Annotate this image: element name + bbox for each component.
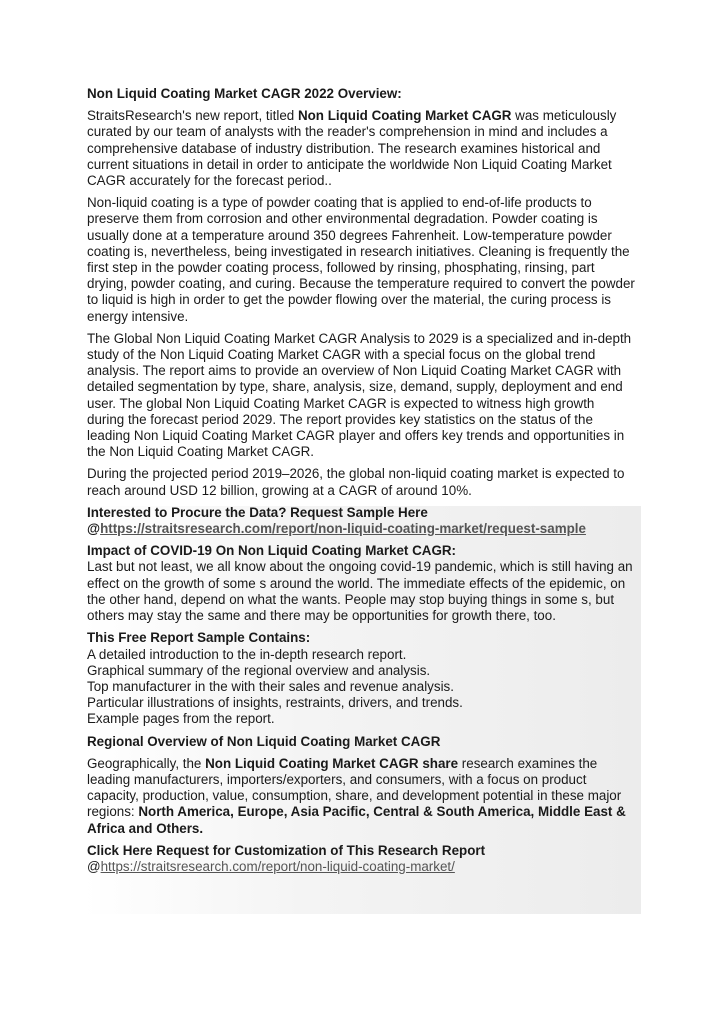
list-item: Top manufacturer in the with their sales and revenue analysis. xyxy=(87,678,454,694)
list-item: Example pages from the report. xyxy=(87,711,275,727)
regional-regions: North America, Europe, Asia Pacific, Central & South America, Middle East & Africa and Others. xyxy=(87,804,626,836)
customization-at: @ xyxy=(87,858,101,874)
sample-request-block xyxy=(87,505,635,537)
overview-paragraph-4: During the projected period 2019–2026, the global non-liquid coating market is expected to reach around USD 12 billion, growing at a CAGR of around 10%. xyxy=(87,466,625,498)
covid-block xyxy=(87,543,635,624)
customization-block xyxy=(87,843,635,875)
overview-p1-rest: was meticulously curated by our team of analysts with the reader's comprehension in mind and includes a comprehensive database of industry distribution. The research examines historical and current situations in detail in order to anticipate the worldwide Non Liquid Coating Market CAGR accurately for the forecast period.. xyxy=(87,108,617,189)
sample-request-label: Interested to Procure the Data? Request Sample Here xyxy=(87,504,428,520)
overview-p1-intro: StraitsResearch's new report, titled xyxy=(87,108,298,124)
regional-title: Regional Overview of Non Liquid Coating Market CAGR xyxy=(87,733,441,749)
overview-p1-report-name: Non Liquid Coating Market CAGR xyxy=(297,108,512,124)
covid-body: Last but not least, we all know about the ongoing covid-19 pandemic, which is still having an effect on the growth of some s around the world. The immediate effects of the epidemic, on the other hand, depend on what the wants. People may stop buying things in some s, but others may stay the same and there may be opportunities for growth there, too. xyxy=(87,559,633,624)
document-body xyxy=(87,86,635,881)
regional-paragraph xyxy=(87,756,635,837)
list-item: A detailed introduction to the in-depth research report. xyxy=(87,646,407,662)
overview-paragraph-3: The Global Non Liquid Coating Market CAGR Analysis to 2029 is a specialized and in-depth study of the Non Liquid Coating Market CAGR with a special focus on the global trend analysis. The report aims to provide an overview of Non Liquid Coating Market CAGR with detailed segmentation by type, share, analysis, size, demand, supply, deployment and end user. The global Non Liquid Coating Market CAGR is expected to witness high growth during the forecast period 2029. The report provides key statistics on the status of the leading Non Liquid Coating Market CAGR player and offers key trends and opportunities in the Non Liquid Coating Market CAGR. xyxy=(87,330,632,460)
regional-report-name: Non Liquid Coating Market CAGR share xyxy=(205,755,459,771)
sample-contents-block xyxy=(87,630,635,727)
customization-label: Click Here Request for Customization of This Research Report xyxy=(87,842,486,858)
sample-contents-title: This Free Report Sample Contains: xyxy=(87,630,311,646)
sample-request-link[interactable]: https://straitsresearch.com/report/non-liquid-coating-market/request-sample xyxy=(100,521,586,537)
list-item: Graphical summary of the regional overview and analysis. xyxy=(87,662,431,678)
list-item: Particular illustrations of insights, restraints, drivers, and trends. xyxy=(87,695,463,711)
overview-title: Non Liquid Coating Market CAGR 2022 Overview: xyxy=(87,86,402,101)
overview-paragraph-2: Non-liquid coating is a type of powder coating that is applied to end-of-life products to preserve them from corrosion and other environmental degradation. Powder coating is usually done at a temperature around 350 degrees Fahrenheit. Low-temperature powder coating is, nevertheless, being investigated in research initiatives. Cleaning is frequently the first step in the powder coating process, followed by rinsing, phosphating, rinsing, part drying, powder coating, and curing. Because the temperature required to convert the powder to liquid is high in order to get the powder flowing over the material, the curing process is energy intensive. xyxy=(87,195,635,324)
covid-title: Impact of COVID-19 On Non Liquid Coating Market CAGR: xyxy=(87,543,456,559)
customization-link[interactable]: https://straitsresearch.com/report/non-liquid-coating-market/ xyxy=(100,858,455,874)
regional-body: research examines the leading manufacturers, importers/exporters, and consumers, with a focus on product capacity, production, value, consumption, share, and development potential in these major regions: xyxy=(87,755,622,820)
overview-paragraph-1 xyxy=(87,108,635,189)
sample-request-at: @ xyxy=(87,521,101,537)
regional-intro: Geographically, the xyxy=(87,755,206,771)
